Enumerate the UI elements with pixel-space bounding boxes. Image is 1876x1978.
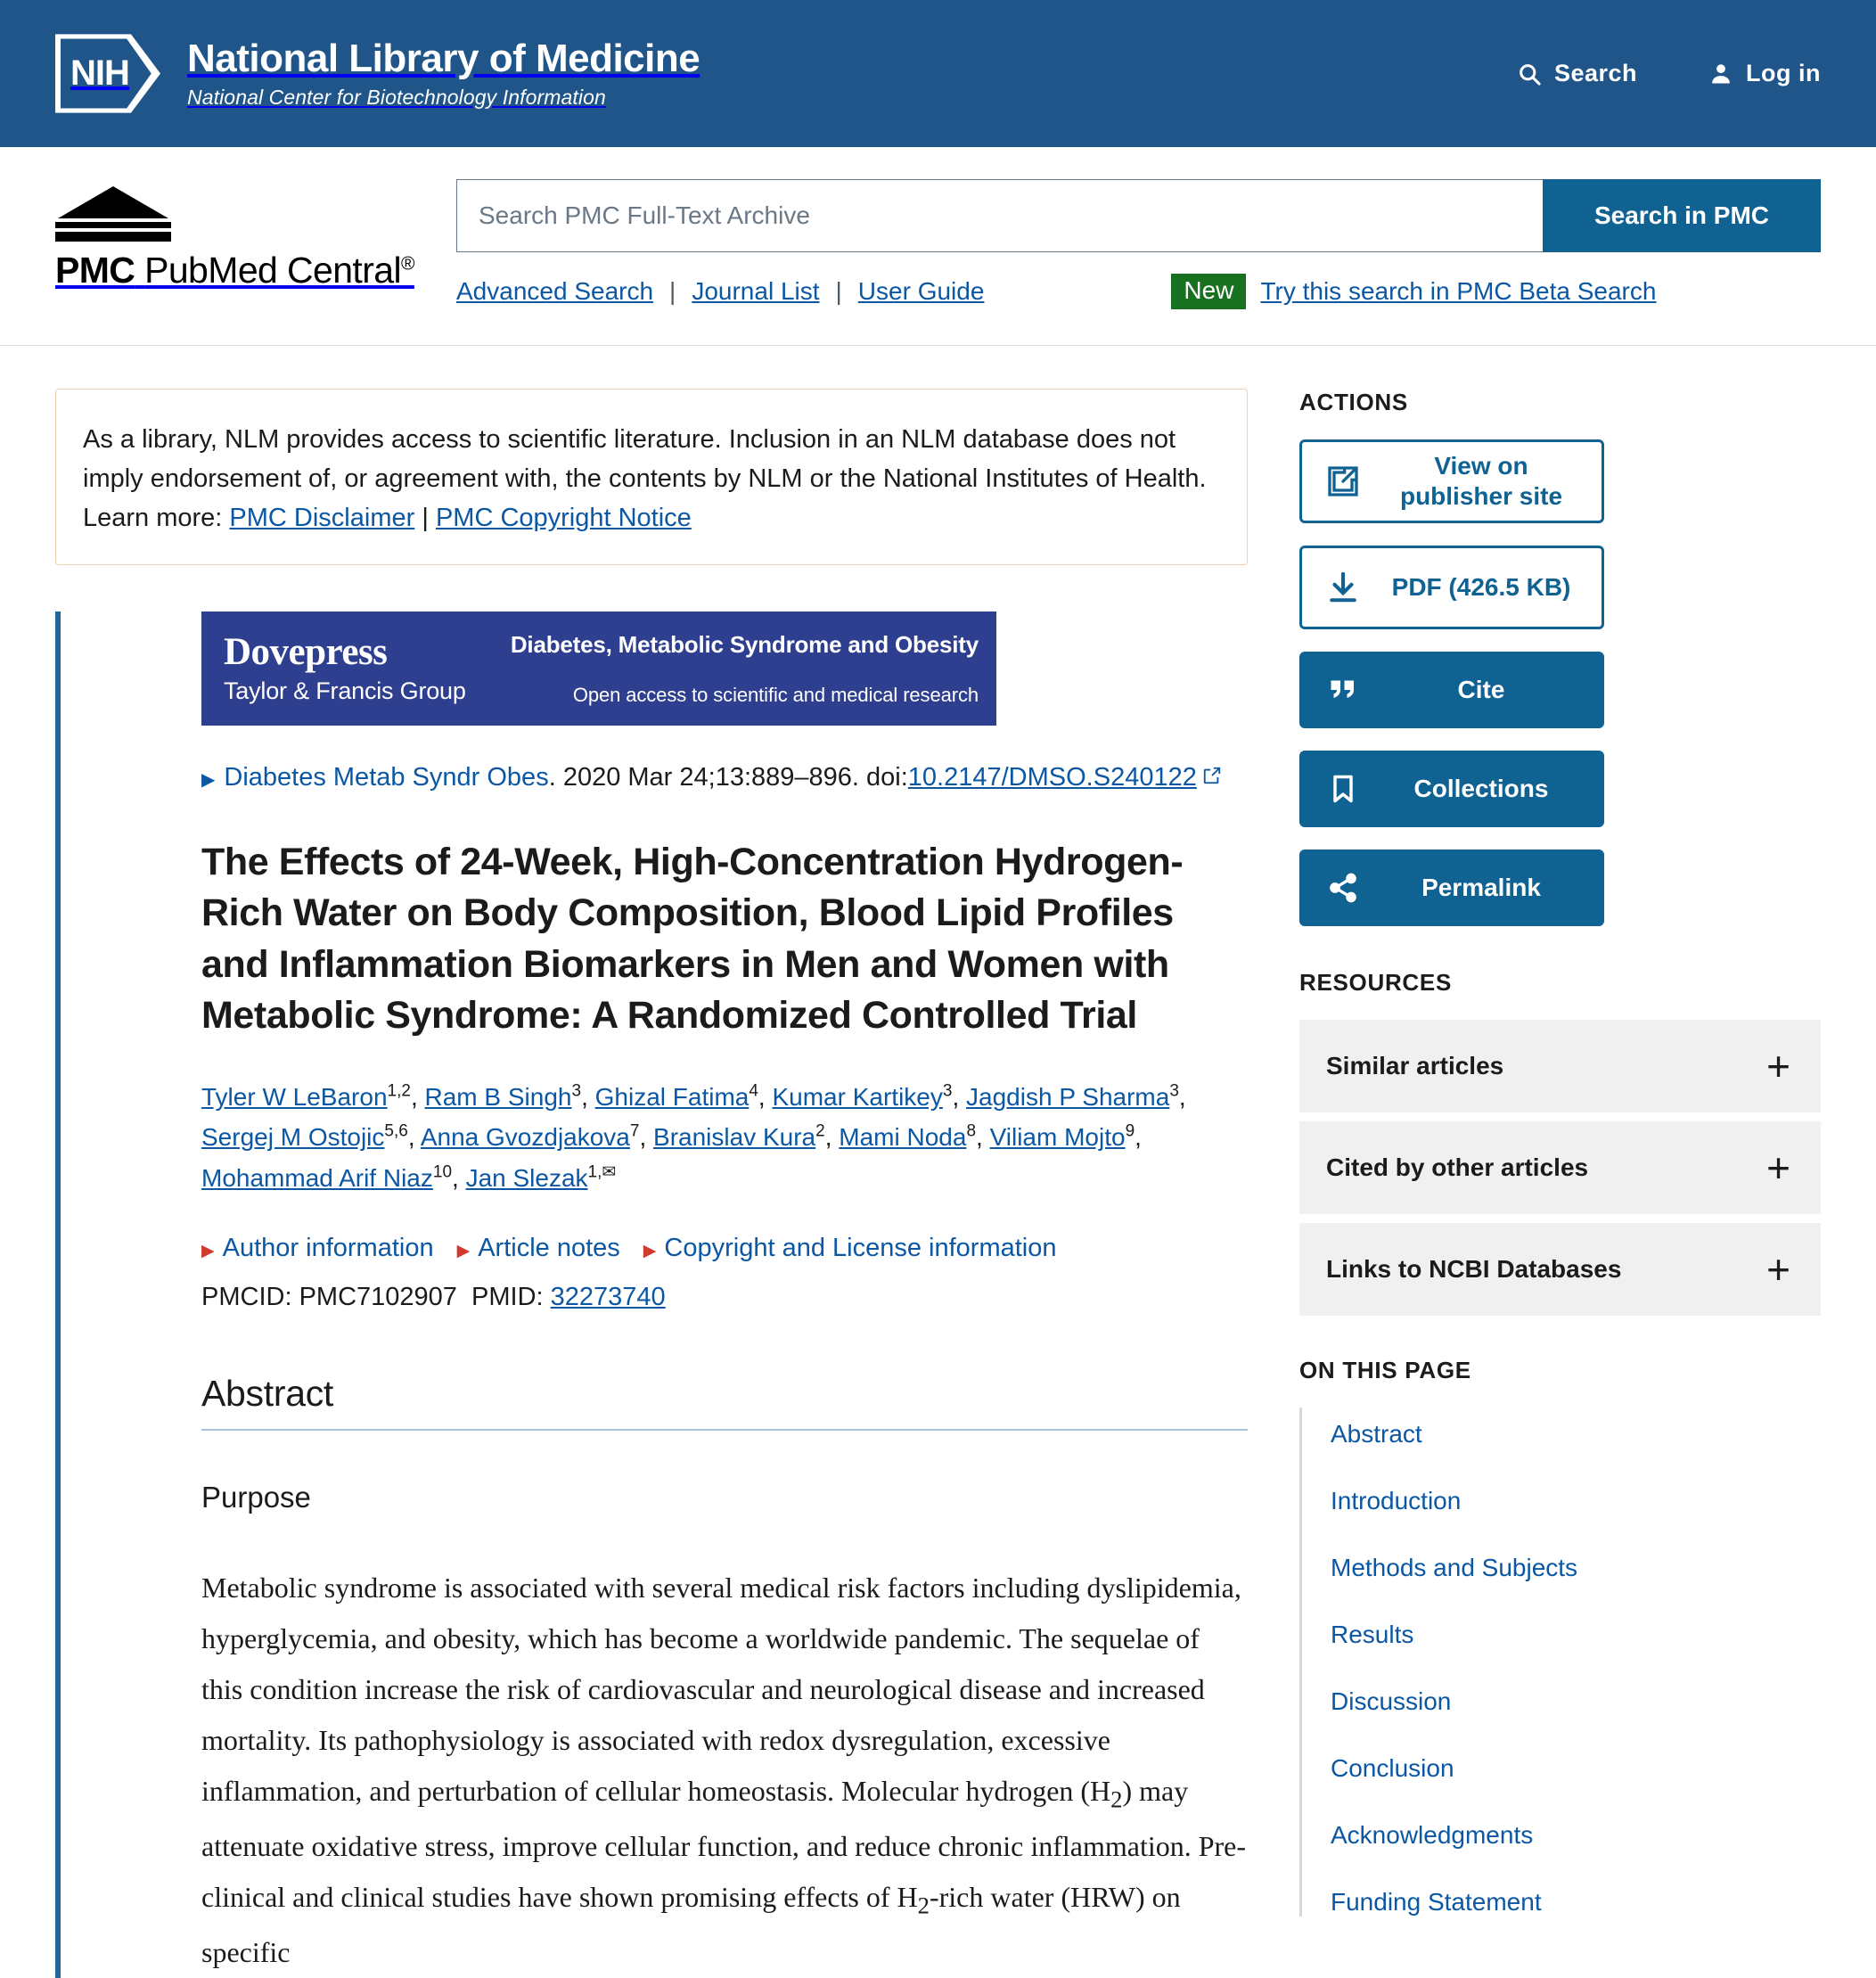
author-affiliation: 8 (966, 1122, 977, 1142)
permalink-label: Permalink (1421, 873, 1541, 901)
pmc-building-icon (55, 186, 171, 242)
journal-banner-publisher (201, 632, 496, 705)
collections-button[interactable] (1299, 751, 1604, 827)
author-sep: , (824, 1123, 840, 1152)
author-information-toggle[interactable] (201, 1234, 434, 1263)
resources-accordion (1299, 1020, 1821, 1316)
toc-item-conclusion[interactable]: Conclusion (1331, 1754, 1454, 1782)
author-affiliation: 1,✉ (587, 1162, 617, 1182)
author-affiliation: 1,2 (387, 1081, 411, 1101)
author-sep: , (410, 1082, 425, 1111)
beta-search-link[interactable]: Try this search in PMC Beta Search (1260, 277, 1657, 305)
author-affiliation: 5,6 (384, 1122, 408, 1142)
author-sep: , (952, 1082, 967, 1111)
pmc-logo-registered: ® (400, 253, 414, 275)
author-list (201, 1077, 1248, 1198)
external-link-icon (1302, 464, 1384, 499)
pmc-header-bar (0, 147, 1876, 346)
journal-short-name-link[interactable]: Diabetes Metab Syndr Obes (224, 763, 549, 792)
author-link[interactable]: Branislav Kura (653, 1123, 816, 1152)
author-sep: , (581, 1082, 595, 1111)
author-affiliation: 10 (432, 1162, 453, 1182)
new-badge: New (1171, 274, 1246, 309)
article-notes-toggle[interactable] (457, 1234, 620, 1263)
cited-by-label: Cited by other articles (1326, 1153, 1589, 1181)
toc-item-results[interactable]: Results (1331, 1621, 1414, 1648)
nih-header-actions (1517, 60, 1821, 87)
author-link[interactable]: Jagdish P Sharma (966, 1082, 1170, 1111)
author-affiliation: 4 (749, 1081, 758, 1101)
author-affiliation: 3 (942, 1081, 953, 1101)
expand-triangle-icon[interactable]: ▶ (201, 770, 216, 791)
quote-icon (1302, 674, 1384, 706)
ncbi-databases-label: Links to NCBI Databases (1326, 1255, 1622, 1283)
header-login-label: Log in (1746, 60, 1821, 86)
advanced-search-link[interactable]: Advanced Search (456, 277, 654, 305)
pmid-label: PMID: (471, 1283, 544, 1312)
user-icon (1708, 62, 1733, 86)
pmc-logo-text (55, 250, 456, 291)
author-link[interactable]: Jan Slezak (465, 1163, 588, 1192)
publisher-group: Taylor & Francis Group (224, 677, 466, 705)
journal-banner[interactable] (201, 611, 996, 726)
author-sep: , (452, 1163, 466, 1192)
similar-articles-accordion[interactable] (1299, 1020, 1821, 1112)
pmcid-value: PMC7102907 (299, 1283, 457, 1312)
main-content-column (55, 389, 1248, 1978)
journal-banner-title (496, 631, 996, 707)
sidebar-column (1299, 389, 1821, 1978)
author-sep: , (976, 1123, 990, 1152)
toc-item-discussion[interactable]: Discussion (1331, 1687, 1452, 1715)
author-affiliation: 2 (815, 1122, 825, 1142)
external-link-icon (1202, 763, 1222, 792)
author-link[interactable]: Ghizal Fatima (594, 1082, 750, 1111)
journal-list-link[interactable]: Journal List (692, 277, 820, 305)
user-guide-link[interactable]: User Guide (857, 277, 985, 305)
view-on-publisher-site-button[interactable] (1299, 439, 1604, 523)
similar-articles-label: Similar articles (1326, 1052, 1504, 1079)
pmc-copyright-notice-link[interactable]: PMC Copyright Notice (435, 504, 692, 533)
disclaimer-separator: | (422, 504, 429, 533)
toc-item-introduction[interactable]: Introduction (1331, 1487, 1462, 1514)
author-link[interactable]: Tyler W LeBaron (201, 1082, 388, 1111)
pmid-link[interactable]: 32273740 (550, 1283, 666, 1312)
citation-line (201, 763, 1248, 792)
pmc-logo-name: PubMed Central (144, 250, 401, 291)
author-link[interactable]: Anna Gvozdjakova (420, 1123, 630, 1152)
author-affiliation: 9 (1125, 1122, 1135, 1142)
pmc-search-form (456, 179, 1821, 252)
doi-link[interactable]: 10.2147/DMSO.S240122 (907, 763, 1197, 792)
bookmark-icon (1302, 773, 1384, 805)
nih-logo-titles (187, 37, 700, 110)
header-login-button[interactable] (1708, 60, 1821, 87)
share-icon (1302, 872, 1384, 904)
author-link[interactable]: Kumar Kartikey (772, 1082, 943, 1111)
author-link[interactable]: Mami Noda (839, 1123, 967, 1152)
triangle-icon: ▶ (643, 1242, 657, 1261)
abstract-heading: Abstract (201, 1373, 1248, 1431)
pmcid-label: PMCID: (201, 1283, 292, 1312)
nih-title: National Library of Medicine (187, 36, 700, 80)
journal-full-name: Diabetes, Metabolic Syndrome and Obesity (510, 630, 979, 658)
pmc-quick-links (456, 274, 1821, 309)
ncbi-databases-accordion[interactable] (1299, 1223, 1821, 1316)
toc-item-acknowledgments[interactable]: Acknowledgments (1331, 1821, 1534, 1849)
on-this-page-nav (1299, 1408, 1821, 1916)
pmc-disclaimer-link[interactable]: PMC Disclaimer (229, 504, 415, 533)
article-notes-link[interactable]: Article notes (478, 1234, 620, 1263)
disclaimer-learn-more-label: Learn more: (83, 504, 223, 533)
nih-logo-badge (55, 27, 160, 120)
article-meta-links (201, 1234, 1248, 1263)
cited-by-accordion[interactable] (1299, 1121, 1821, 1214)
resources-heading: RESOURCES (1299, 969, 1452, 996)
header-search-button[interactable] (1517, 60, 1637, 87)
page-title: The Effects of 24-Week, High-Concentration Hydrogen-Rich Water on Body Composition, Blood Lipid Profiles and Inflammation Biomarkers in Men and Women with Metabolic Syndrome: A Randomized Controlled Trial (201, 841, 1184, 1037)
collections-label: Collections (1413, 774, 1549, 802)
link-separator-1: | (669, 277, 676, 305)
publisher-name: Dovepress (224, 631, 388, 674)
disclaimer-text: As a library, NLM provides access to scientific literature. Inclusion in an NLM database does not imply endorsement of, or agreement with, the contents by NLM or the National Institutes of Health. (83, 425, 1207, 494)
actions-heading: ACTIONS (1299, 389, 1408, 415)
copyright-license-toggle[interactable] (643, 1234, 1057, 1263)
search-input[interactable] (456, 179, 1543, 252)
search-submit-button[interactable]: Search in PMC (1543, 179, 1821, 252)
author-link[interactable]: Sergej M Ostojic (201, 1123, 385, 1152)
header-search-label: Search (1553, 60, 1638, 86)
author-affiliation: 7 (629, 1122, 640, 1142)
author-information-link[interactable]: Author information (222, 1234, 434, 1263)
actions-button-group (1299, 439, 1821, 926)
purpose-heading: Purpose (201, 1481, 311, 1514)
pmc-logo-abbr: PMC (55, 250, 135, 291)
author-sep: , (1135, 1123, 1142, 1152)
permalink-button[interactable] (1299, 849, 1604, 926)
article-identifiers (201, 1283, 1248, 1312)
toc-item-funding-statement[interactable]: Funding Statement (1331, 1888, 1542, 1916)
author-sep: , (407, 1123, 421, 1152)
purpose-paragraph: Metabolic syndrome is associated with several medical risk factors including dyslipidemia, hyperglycemia, and obesity, which has become a worldwide pandemic. The sequelae of this condition increase the risk of cardiovascular and neurological disease and increased mortality. Its pathophysiology is associated with redox dysregulation, excessive inflammation, and perturbation of cellular homeostasis. Molecular hydrogen $(H_2)$ may attenuate oxidative stress, improve cellular function, and reduce chronic inflammation. Pre-clinical and clinical studies have shown promising effects of $H_2$-rich water (HRW) on specific (201, 1572, 1247, 1968)
copyright-license-link[interactable]: Copyright and License information (664, 1234, 1057, 1263)
author-sep: , (1178, 1082, 1186, 1111)
author-affiliation: 3 (1169, 1081, 1179, 1101)
cite-button[interactable] (1299, 652, 1604, 728)
author-affiliation: 3 (571, 1081, 582, 1101)
download-icon (1302, 570, 1384, 604)
triangle-icon: ▶ (456, 1242, 471, 1261)
author-link[interactable]: Ram B Singh (424, 1082, 572, 1111)
search-icon (1517, 62, 1542, 86)
link-separator-2: | (835, 277, 842, 305)
author-sep: , (758, 1082, 773, 1111)
view-on-publisher-site-label: View on publisher site (1399, 451, 1563, 510)
pdf-download-label: PDF (426.5 KB) (1391, 572, 1571, 601)
page-body (0, 346, 1876, 1978)
on-this-page-heading: ON THIS PAGE (1299, 1357, 1471, 1383)
triangle-icon: ▶ (201, 1242, 215, 1261)
journal-tagline: Open access to scientific and medical research (572, 683, 979, 706)
plus-icon: + (1766, 1246, 1790, 1293)
cite-label: Cite (1457, 675, 1505, 703)
pdf-download-button[interactable] (1299, 546, 1604, 629)
plus-icon: + (1766, 1145, 1790, 1191)
article-container (55, 611, 1248, 1977)
author-sep: , (639, 1123, 654, 1152)
author-link[interactable]: Mohammad Arif Niaz (201, 1163, 433, 1192)
nih-logo-link[interactable] (55, 27, 700, 120)
nih-logo-text: NIH (70, 53, 129, 93)
citation-details: . 2020 Mar 24;13:889–896. doi: (548, 763, 908, 792)
author-link[interactable]: Viliam Mojto (989, 1123, 1126, 1152)
toc-item-methods-and-subjects[interactable]: Methods and Subjects (1331, 1554, 1578, 1581)
nlm-disclaimer-box (55, 389, 1248, 565)
toc-item-abstract[interactable]: Abstract (1331, 1420, 1422, 1448)
pmc-logo-link[interactable] (55, 179, 456, 291)
nih-header-bar (0, 0, 1876, 147)
plus-icon: + (1766, 1043, 1790, 1089)
nih-subtitle: National Center for Biotechnology Information (187, 86, 606, 110)
